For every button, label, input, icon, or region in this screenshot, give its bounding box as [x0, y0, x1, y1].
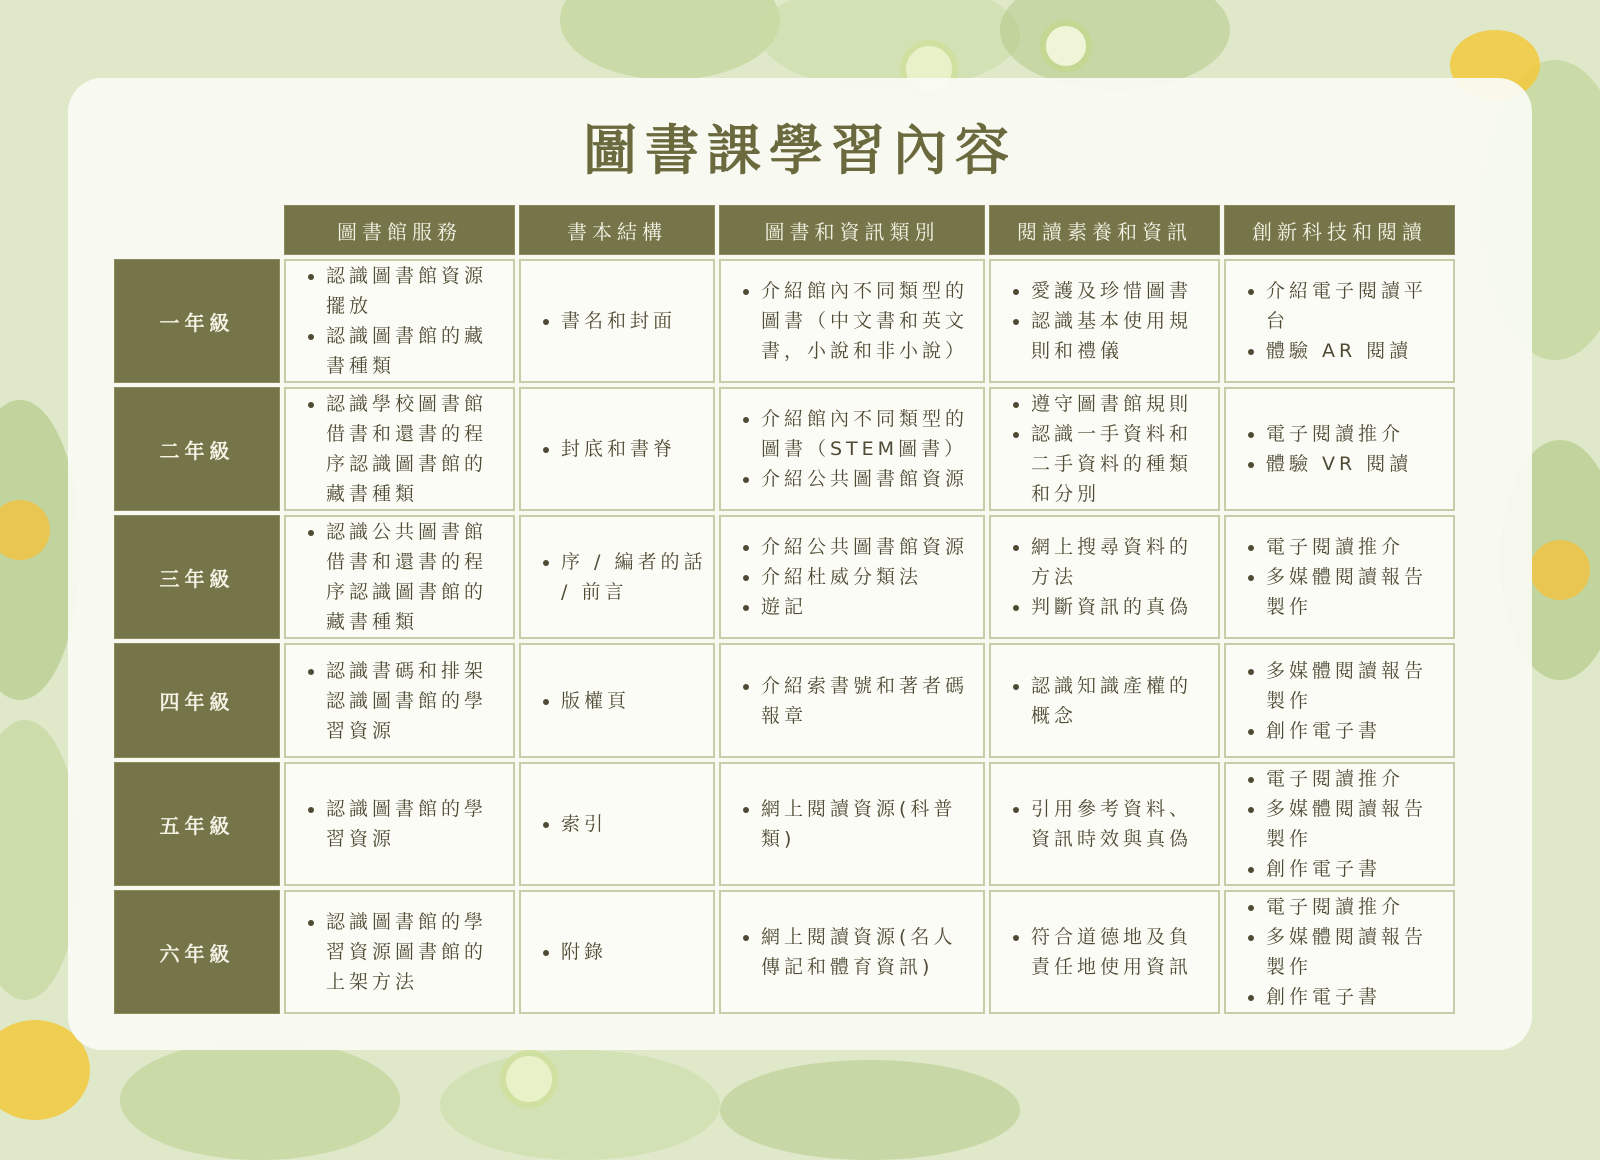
- curriculum-table: [110, 201, 1459, 1018]
- bullet-list: [725, 404, 977, 494]
- list-item: • 多媒體閱讀報告製作: [1266, 922, 1447, 982]
- table-cell: [1224, 387, 1455, 511]
- list-item: • 創作電子書: [1266, 716, 1447, 746]
- grade-label: 五年級: [114, 762, 280, 886]
- bullet-list: [290, 517, 507, 637]
- list-item: • 介紹公共圖書館資源: [761, 464, 977, 494]
- bullet-list: [525, 547, 707, 607]
- bullet-list: [290, 656, 507, 746]
- list-item: • 序 / 編者的話 / 前言: [561, 547, 707, 607]
- list-item: • 多媒體閱讀報告製作: [1266, 656, 1447, 716]
- list-item: • 介紹電子閱讀平台: [1266, 276, 1447, 336]
- table-cell: [284, 762, 515, 886]
- table-cell: [719, 387, 985, 511]
- page-title: 圖書課學習內容: [583, 118, 1017, 182]
- table-cell: [519, 762, 715, 886]
- bullet-list: [290, 794, 507, 854]
- table-cell: [1224, 259, 1455, 383]
- list-item: • 認識圖書館的學習資源圖書館的上架方法: [326, 907, 507, 997]
- table-row: [114, 890, 1455, 1014]
- list-item: • 引用參考資料、資訊時效與真偽: [1031, 794, 1212, 854]
- column-header: 閱讀素養和資訊: [989, 205, 1220, 255]
- table-cell: [284, 643, 515, 758]
- list-item: • 索引: [561, 809, 707, 839]
- list-item: • 封底和書脊: [561, 434, 707, 464]
- table-row: [114, 259, 1455, 383]
- list-item: • 書名和封面: [561, 306, 707, 336]
- table-cell: [989, 259, 1220, 383]
- table-cell: [719, 259, 985, 383]
- table-cell: [1224, 643, 1455, 758]
- grade-label: 四年級: [114, 643, 280, 758]
- bullet-list: [1230, 276, 1447, 366]
- table-cell: [719, 890, 985, 1014]
- bullet-list: [995, 276, 1212, 366]
- list-item: • 多媒體閱讀報告製作: [1266, 562, 1447, 622]
- bullet-list: [1230, 656, 1447, 746]
- list-item: • 多媒體閱讀報告製作: [1266, 794, 1447, 854]
- bullet-list: [995, 922, 1212, 982]
- bullet-list: [1230, 764, 1447, 884]
- list-item: • 判斷資訊的真偽: [1031, 592, 1212, 622]
- bullet-list: [725, 276, 977, 366]
- list-item: • 網上搜尋資料的方法: [1031, 532, 1212, 592]
- list-item: • 體驗 VR 閱讀: [1266, 449, 1447, 479]
- bullet-list: [525, 434, 707, 464]
- list-item: • 愛護及珍惜圖書: [1031, 276, 1212, 306]
- list-item: • 電子閱讀推介: [1266, 892, 1447, 922]
- bullet-list: [1230, 419, 1447, 479]
- table-cell: [989, 762, 1220, 886]
- grade-label: 一年級: [114, 259, 280, 383]
- table-cell: [519, 643, 715, 758]
- table-cell: [989, 515, 1220, 639]
- bullet-list: [995, 532, 1212, 622]
- grade-label: 二年級: [114, 387, 280, 511]
- table-cell: [989, 890, 1220, 1014]
- table-cell: [719, 515, 985, 639]
- list-item: • 附錄: [561, 937, 707, 967]
- table-cell: [284, 515, 515, 639]
- bullet-list: [995, 794, 1212, 854]
- list-item: • 認識知識產權的概念: [1031, 671, 1212, 731]
- list-item: • 創作電子書: [1266, 854, 1447, 884]
- bullet-list: [525, 809, 707, 839]
- table-cell: [989, 643, 1220, 758]
- list-item: • 版權頁: [561, 686, 707, 716]
- list-item: • 遊記: [761, 592, 977, 622]
- list-item: • 電子閱讀推介: [1266, 419, 1447, 449]
- bullet-list: [290, 907, 507, 997]
- table-cell: [519, 259, 715, 383]
- bullet-list: [290, 261, 507, 381]
- list-item: • 遵守圖書館規則: [1031, 389, 1212, 419]
- header-row: [114, 205, 1455, 255]
- list-item: • 認識圖書館的藏書種類: [326, 321, 507, 381]
- bullet-list: [1230, 532, 1447, 622]
- list-item: • 符合道德地及負責任地使用資訊: [1031, 922, 1212, 982]
- list-item: • 網上閱讀資源(科普類): [761, 794, 977, 854]
- bullet-list: [725, 671, 977, 731]
- table-cell: [1224, 762, 1455, 886]
- bullet-list: [1230, 892, 1447, 1012]
- list-item: • 認識公共圖書館借書和還書的程序認識圖書館的藏書種類: [326, 517, 507, 637]
- column-header: 創新科技和閱讀: [1224, 205, 1455, 255]
- table-cell: [284, 890, 515, 1014]
- list-item: • 認識學校圖書館借書和還書的程序認識圖書館的藏書種類: [326, 389, 507, 509]
- bullet-list: [725, 922, 977, 982]
- list-item: • 介紹索書號和著者碼報章: [761, 671, 977, 731]
- bullet-list: [995, 389, 1212, 509]
- table-cell: [989, 387, 1220, 511]
- table-row: [114, 387, 1455, 511]
- list-item: • 介紹館內不同類型的圖書（中文書和英文書，小說和非小說）: [761, 276, 977, 366]
- bullet-list: [725, 532, 977, 622]
- list-item: • 介紹杜威分類法: [761, 562, 977, 592]
- table-cell: [1224, 890, 1455, 1014]
- corner-cell: [114, 205, 280, 255]
- column-header: 書本結構: [519, 205, 715, 255]
- grade-label: 三年級: [114, 515, 280, 639]
- bullet-list: [525, 937, 707, 967]
- table-cell: [284, 387, 515, 511]
- list-item: • 認識一手資料和二手資料的種類和分別: [1031, 419, 1212, 509]
- list-item: • 創作電子書: [1266, 982, 1447, 1012]
- list-item: • 體驗 AR 閱讀: [1266, 336, 1447, 366]
- list-item: • 認識書碼和排架認識圖書館的學習資源: [326, 656, 507, 746]
- bullet-list: [525, 306, 707, 336]
- table-cell: [719, 643, 985, 758]
- table-cell: [719, 762, 985, 886]
- bullet-list: [290, 389, 507, 509]
- table-row: [114, 762, 1455, 886]
- list-item: • 電子閱讀推介: [1266, 764, 1447, 794]
- table-cell: [519, 387, 715, 511]
- list-item: • 介紹館內不同類型的圖書（STEM圖書）: [761, 404, 977, 464]
- bullet-list: [525, 686, 707, 716]
- list-item: • 認識圖書館的學習資源: [326, 794, 507, 854]
- bullet-list: [725, 794, 977, 854]
- grade-label: 六年級: [114, 890, 280, 1014]
- list-item: • 認識基本使用規則和禮儀: [1031, 306, 1212, 366]
- column-header: 圖書館服務: [284, 205, 515, 255]
- table-cell: [519, 890, 715, 1014]
- list-item: • 認識圖書館資源擺放: [326, 261, 507, 321]
- list-item: • 網上閱讀資源(名人傳記和體育資訊): [761, 922, 977, 982]
- list-item: • 介紹公共圖書館資源: [761, 532, 977, 562]
- bullet-list: [995, 671, 1212, 731]
- table-row: [114, 643, 1455, 758]
- list-item: • 電子閱讀推介: [1266, 532, 1447, 562]
- column-header: 圖書和資訊類別: [719, 205, 985, 255]
- table-cell: [519, 515, 715, 639]
- table-cell: [1224, 515, 1455, 639]
- table-cell: [284, 259, 515, 383]
- table-row: [114, 515, 1455, 639]
